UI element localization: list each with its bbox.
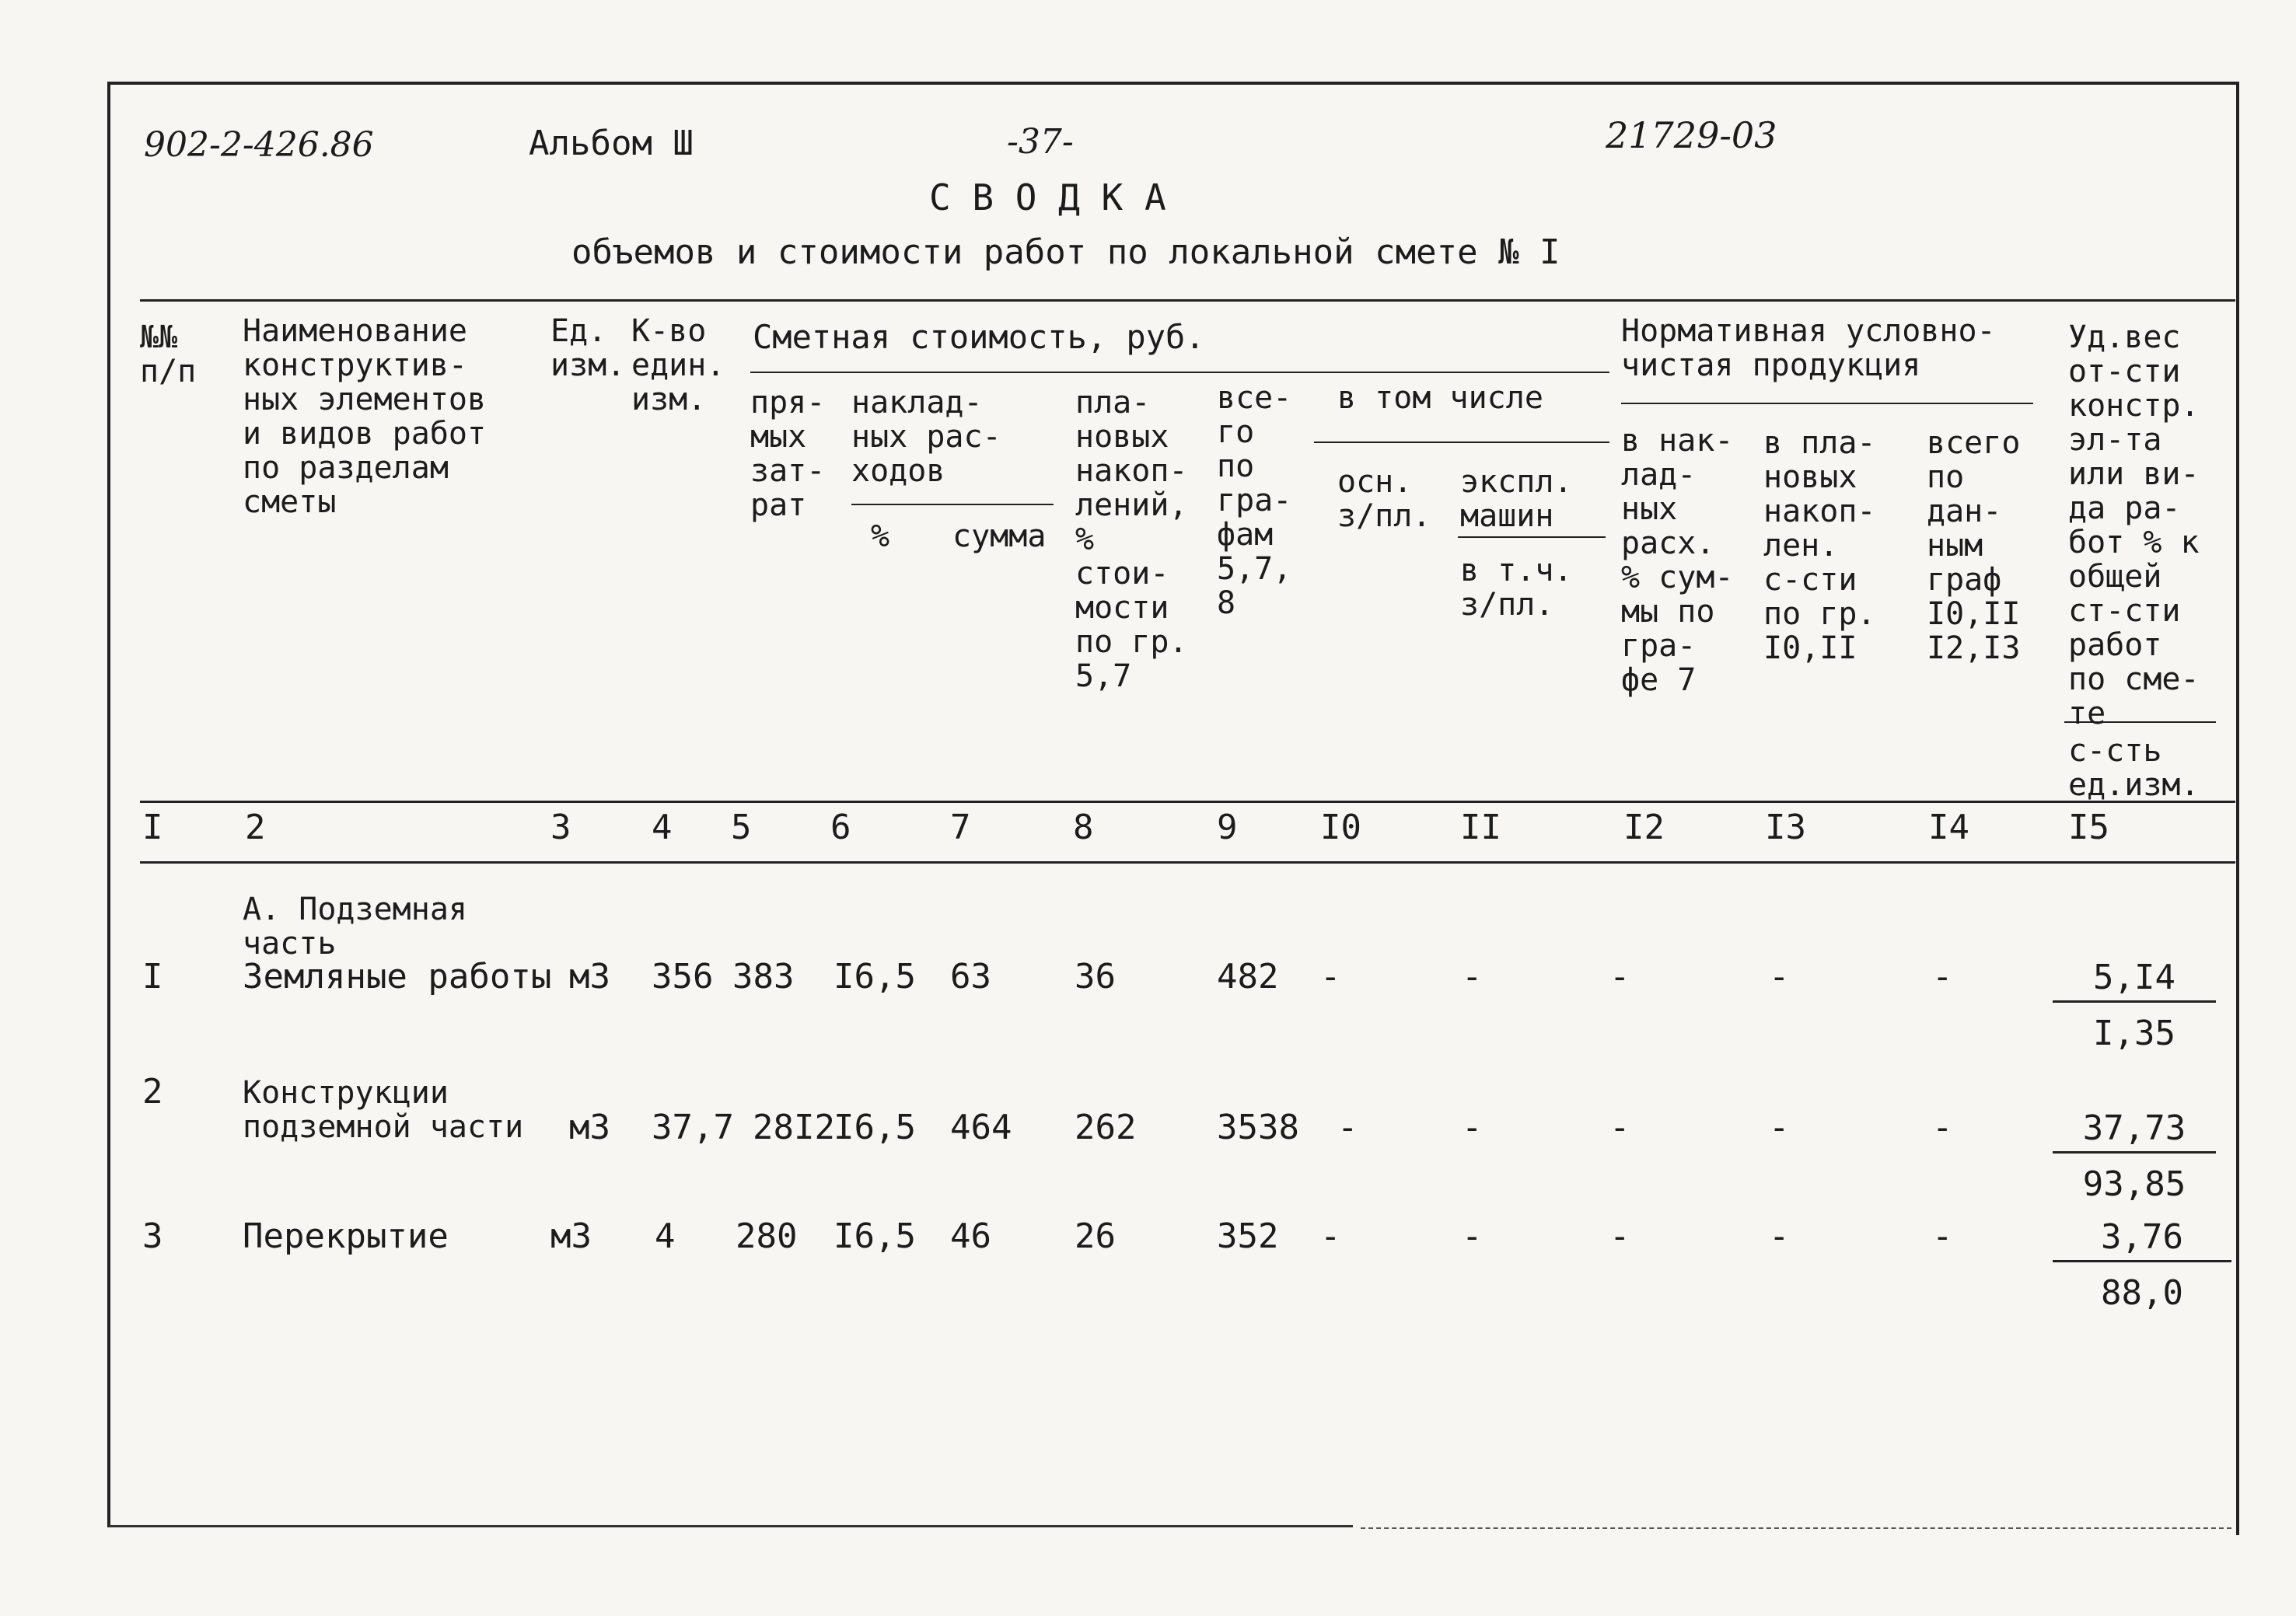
row-norm-planned: -	[1769, 957, 1790, 996]
inventory-number: 21729-03	[1606, 114, 1777, 156]
col-number: 6	[830, 808, 851, 847]
row-share-fraction	[2053, 1217, 2231, 1313]
col-header-name: Наименование конструктив- ных элементов и видов работ по разделам сметы	[243, 313, 487, 520]
document-title: С В О Д К А	[929, 176, 1166, 218]
album-label: Альбом Ш	[529, 124, 694, 163]
row-total: 482	[1217, 957, 1279, 996]
col-number: I3	[1765, 808, 1806, 847]
col-number: II	[1460, 808, 1501, 847]
frame-left-border	[107, 82, 110, 1527]
row-overhead-sum: 464	[950, 1108, 1012, 1147]
col-number: 3	[550, 808, 571, 847]
cost-group-rule	[750, 372, 1609, 373]
row-base-wage: -	[1320, 957, 1341, 996]
col-header-planned: пла- новых накоп- лений, % стои- мости по гр. 5,7	[1075, 385, 1188, 694]
row-unit-cost: I,35	[2093, 1014, 2175, 1053]
row-unit: м3	[550, 1216, 592, 1256]
row-share-fraction	[2053, 958, 2216, 1053]
col-header-norm-overhead: в нак- лад- ных расх. % сум- мы по гра- фе 7	[1621, 423, 1734, 698]
row-name: Перекрытие	[243, 1216, 449, 1256]
col-header-base-wage: осн. з/пл.	[1337, 464, 1431, 534]
row-direct: 28I2	[753, 1108, 835, 1147]
row-norm-planned: -	[1769, 1216, 1790, 1256]
col-number: 9	[1217, 808, 1238, 847]
row-planned: 26	[1075, 1216, 1116, 1256]
project-code: 902-2-426.86	[144, 125, 374, 165]
row-base-wage: -	[1320, 1216, 1341, 1256]
col-number: 7	[950, 808, 971, 847]
incl-group-rule	[1314, 442, 1609, 443]
col-header-norm-planned: в пла- новых накоп- лен. с-сти по гр. I0,II	[1763, 425, 1876, 666]
col-number: I	[142, 808, 163, 847]
col-number: I0	[1320, 808, 1361, 847]
section-title: А. Подземная часть	[243, 892, 467, 962]
col-number: 4	[652, 808, 673, 847]
col-header-overhead-pct: %	[871, 518, 890, 554]
row-overhead-pct: I6,5	[833, 1108, 916, 1147]
row-direct: 280	[736, 1216, 798, 1256]
row-norm-total: -	[1932, 1216, 1953, 1256]
row-num: 3	[142, 1216, 163, 1256]
norm-group-rule	[1621, 403, 2033, 404]
header-bottom-rule	[140, 801, 2235, 803]
page-number: -37-	[1007, 122, 1074, 162]
col-group-including: в том числе	[1337, 380, 1543, 416]
row-machines: -	[1462, 957, 1483, 996]
row-share: 5,I4	[2053, 958, 2216, 1003]
machines-rule	[1458, 536, 1606, 538]
col-number: 2	[245, 808, 266, 847]
col-number: 8	[1073, 808, 1094, 847]
row-total: 3538	[1217, 1108, 1299, 1147]
row-overhead-pct: I6,5	[833, 957, 916, 996]
col-number: 5	[731, 808, 752, 847]
row-machines: -	[1462, 1216, 1483, 1256]
col-header-share: Уд.вес от-сти констр. эл-та или ви- да ра- бот % к общей ст-сти работ по сме- те	[2068, 319, 2200, 731]
row-qty: 4	[655, 1216, 676, 1256]
col-number: I2	[1623, 808, 1665, 847]
row-direct: 383	[732, 957, 795, 996]
frame-bottom-border	[109, 1525, 1353, 1527]
row-overhead-pct: I6,5	[833, 1216, 916, 1256]
col-header-machines: экспл. машин	[1460, 464, 1573, 534]
frame-top-border	[109, 82, 2239, 85]
row-unit: м3	[569, 957, 610, 996]
row-qty: 356	[652, 957, 714, 996]
row-base-wage: -	[1337, 1108, 1358, 1147]
row-norm-planned: -	[1769, 1108, 1790, 1147]
row-norm-overhead: -	[1609, 1108, 1630, 1147]
row-planned: 36	[1075, 957, 1116, 996]
col-header-machines-wage: в т.ч. з/пл.	[1460, 553, 1573, 623]
col-header-qty: К-во един. изм.	[631, 313, 725, 417]
col-group-normative: Нормативная условно- чистая продукция	[1621, 313, 1996, 383]
row-norm-total: -	[1932, 1108, 1953, 1147]
row-unit: м3	[569, 1108, 610, 1147]
col-header-unit: Ед. изм.	[550, 313, 626, 383]
frame-bottom-dashed	[1361, 1527, 2231, 1529]
col-header-unit-cost: с-сть ед.изм.	[2068, 733, 2200, 803]
row-norm-overhead: -	[1609, 1216, 1630, 1256]
col-group-overhead: наклад- ных рас- ходов	[851, 385, 1001, 489]
row-planned: 262	[1075, 1108, 1137, 1147]
col-header-total: все- го по гра- фам 5,7, 8	[1217, 380, 1292, 621]
row-share: 3,76	[2053, 1217, 2231, 1262]
row-unit-cost: 93,85	[2082, 1164, 2186, 1204]
row-share-fraction	[2053, 1108, 2216, 1204]
col-header-overhead-sum: сумма	[952, 518, 1047, 554]
row-name: Конструкции подземной части	[243, 1075, 524, 1145]
row-unit-cost: 88,0	[2101, 1273, 2183, 1313]
row-name: Земляные работы	[243, 957, 552, 996]
row-share: 37,73	[2053, 1108, 2216, 1154]
col-number: I5	[2068, 808, 2109, 847]
col-header-norm-total: всего по дан- ным граф I0,II I2,I3	[1927, 425, 2021, 666]
row-norm-total: -	[1932, 957, 1953, 996]
row-total: 352	[1217, 1216, 1279, 1256]
col-number: I4	[1928, 808, 1969, 847]
row-num: I	[142, 957, 163, 996]
row-norm-overhead: -	[1609, 957, 1630, 996]
row-overhead-sum: 63	[950, 957, 991, 996]
row-qty: 37,7	[652, 1108, 734, 1147]
row-machines: -	[1462, 1108, 1483, 1147]
frame-right-border	[2236, 82, 2239, 1535]
colnum-bottom-rule	[140, 861, 2235, 864]
col-header-direct: пря- мых зат- рат	[750, 385, 826, 523]
row-overhead-sum: 46	[950, 1216, 991, 1256]
col-group-cost: Сметная стоимость, руб.	[753, 318, 1205, 356]
table-top-rule	[140, 299, 2235, 302]
col-header-num: №№ п/п	[140, 319, 197, 389]
row-num: 2	[142, 1072, 163, 1112]
overhead-group-rule	[851, 504, 1054, 505]
document-subtitle: объемов и стоимости работ по локальной смете № I	[571, 232, 1560, 272]
